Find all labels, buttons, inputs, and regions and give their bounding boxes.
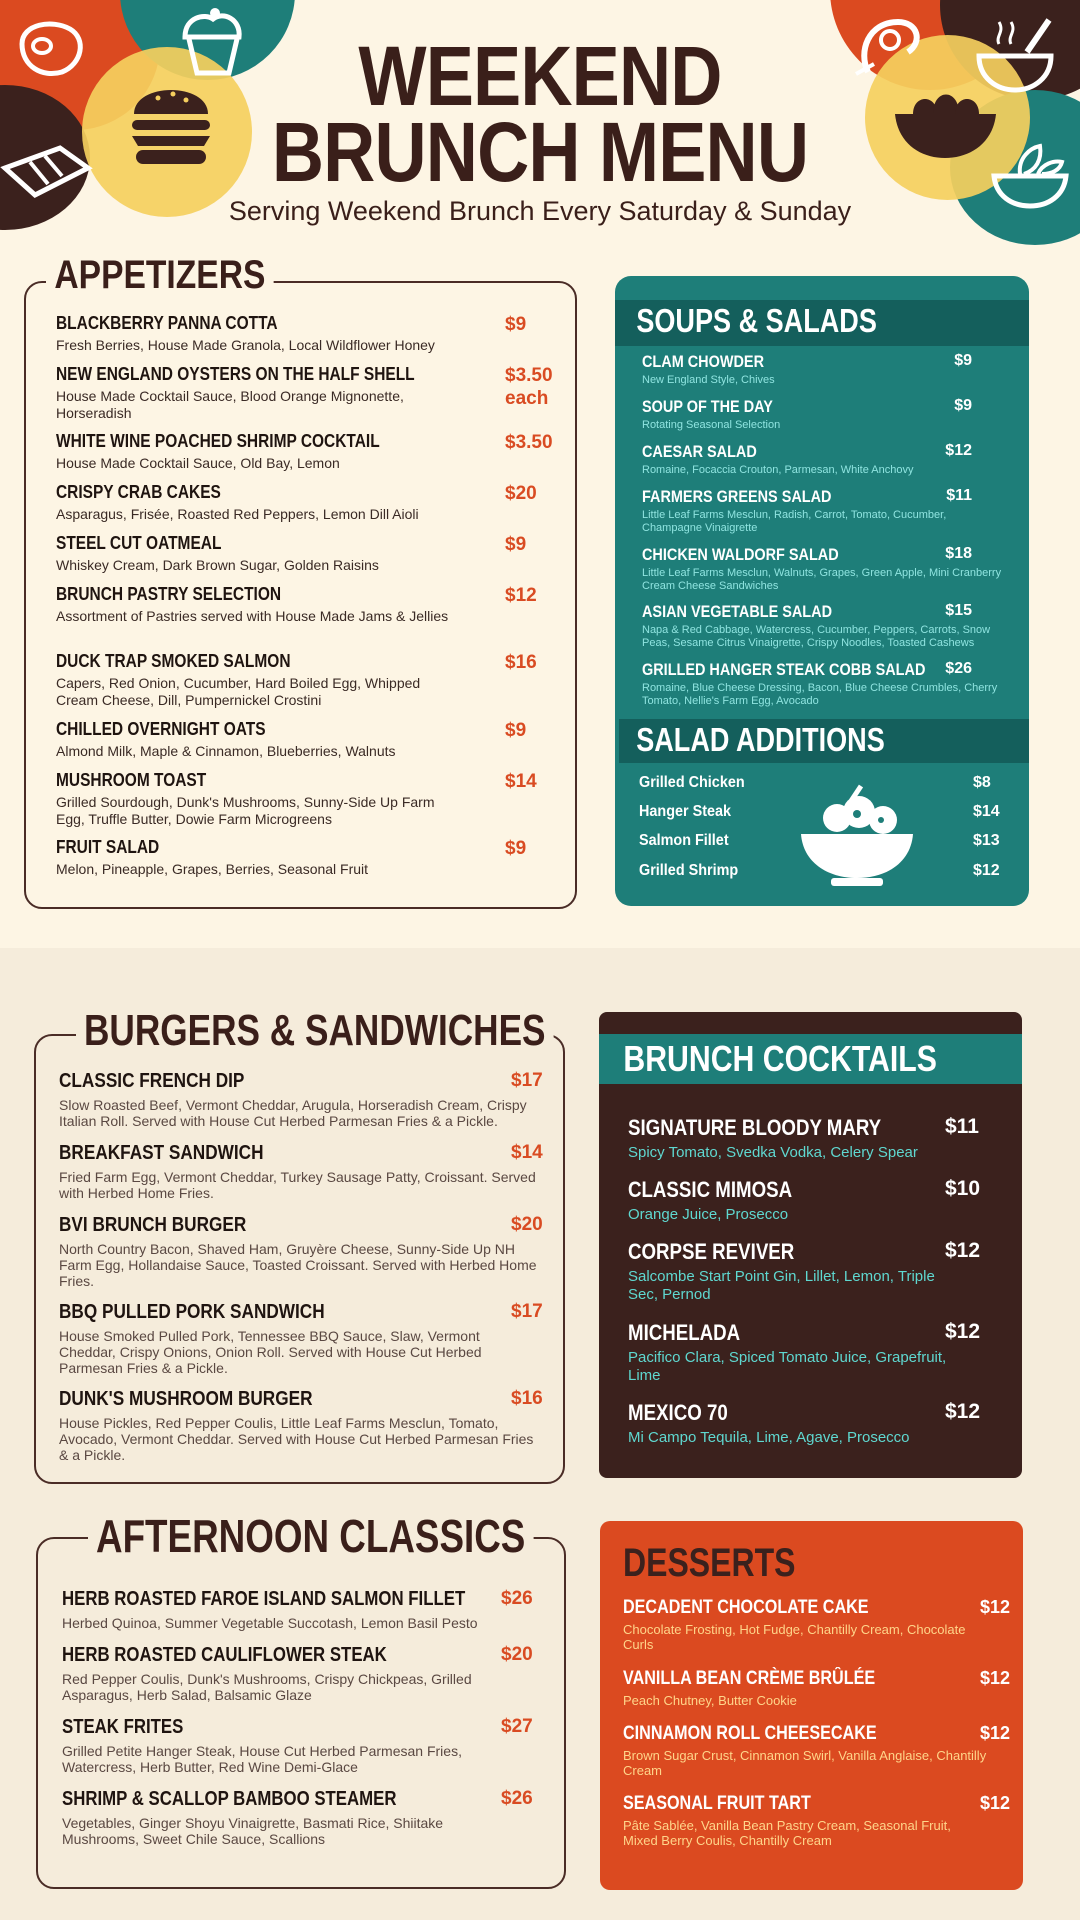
item-description: Little Leaf Farms Mesclun, Walnuts, Grapes, Green Apple, Mini Cranberry Cream Cheese Sandwiches bbox=[642, 567, 1002, 592]
item-name: DECADENT CHOCOLATE CAKE bbox=[623, 1597, 869, 1618]
menu-item bbox=[642, 660, 1012, 708]
menu-item bbox=[642, 545, 1012, 593]
classics-section bbox=[36, 1510, 566, 1889]
item-name: FRUIT SALAD bbox=[56, 837, 160, 857]
item-price: $14 bbox=[511, 1142, 543, 1163]
menu-item bbox=[628, 1177, 998, 1224]
item-description: Spicy Tomato, Svedka Vodka, Celery Spear bbox=[628, 1144, 918, 1161]
item-price: $12 bbox=[980, 1668, 1011, 1688]
item-name: VANILLA BEAN CRÈME BRÛLÉE bbox=[623, 1668, 876, 1689]
item-price: $26 bbox=[501, 1588, 533, 1609]
price-value: $9 bbox=[505, 720, 527, 741]
item-description: House Smoked Pulled Pork, Tennessee BBQ Sauce, Slaw, Vermont Cheddar, Crispy Onions, Onion Roll. Served with House Cut Herbed Parmesan Fries & a Pickle. bbox=[59, 1328, 482, 1376]
menu-item bbox=[628, 1115, 998, 1162]
menu-item bbox=[623, 1723, 1011, 1778]
item-description: Slow Roasted Beef, Vermont Cheddar, Arugula, Horseradish Cream, Crispy Italian Roll. Served with House Cut Herbed Parmesan Fries & a Pickle. bbox=[59, 1097, 527, 1129]
item-price bbox=[505, 651, 537, 674]
item-name: MUSHROOM TOAST bbox=[56, 770, 207, 790]
item-price: $10 bbox=[945, 1177, 981, 1200]
item-name: CLASSIC FRENCH DIP bbox=[59, 1070, 245, 1092]
addition-price: $13 bbox=[973, 832, 1000, 849]
item-description: Capers, Red Onion, Cucumber, Hard Boiled Egg, Whipped Cream Cheese, Dill, Pumpernickel Crostini bbox=[56, 675, 421, 708]
item-price bbox=[505, 719, 526, 742]
item-description: Fresh Berries, House Made Granola, Local Wildflower Honey bbox=[56, 337, 435, 353]
item-name: ASIAN VEGETABLE SALAD bbox=[642, 602, 833, 621]
item-price: $9 bbox=[954, 397, 972, 414]
title-line-1: WEEKEND bbox=[358, 29, 722, 123]
item-price bbox=[505, 431, 553, 454]
price-value: $9 bbox=[505, 838, 527, 859]
item-price: $12 bbox=[945, 442, 972, 459]
item-name: WHITE WINE POACHED SHRIMP COCKTAIL bbox=[56, 431, 380, 451]
item-price: $12 bbox=[945, 1320, 981, 1343]
burgers-section bbox=[34, 1006, 565, 1484]
item-name: CAESAR SALAD bbox=[642, 442, 757, 461]
title-line-2: BRUNCH MENU bbox=[271, 105, 809, 199]
item-name: CLASSIC MIMOSA bbox=[628, 1177, 793, 1202]
item-price bbox=[505, 313, 526, 336]
menu-item bbox=[56, 837, 466, 878]
item-price bbox=[505, 770, 537, 793]
menu-item bbox=[628, 1400, 998, 1447]
item-name: MICHELADA bbox=[628, 1320, 741, 1345]
item-description: Almond Milk, Maple & Cinnamon, Blueberries, Walnuts bbox=[56, 743, 396, 759]
soups-salads-header bbox=[615, 300, 1029, 346]
item-description: Red Pepper Coulis, Dunk's Mushrooms, Crispy Chickpeas, Grilled Asparagus, Herb Salad, Balsamic Glaze bbox=[62, 1671, 472, 1703]
cocktails-header bbox=[599, 1034, 1022, 1084]
item-description: House Pickles, Red Pepper Coulis, Little Leaf Farms Mesclun, Tomato, Avocado, Vermont Cheddar. Served with House Cut Herbed Parmesan Fries & a Pickle. bbox=[59, 1415, 534, 1463]
price-value: $3.50 bbox=[505, 365, 553, 386]
appetizers-title: APPETIZERS bbox=[46, 253, 274, 298]
item-name: SOUP OF THE DAY bbox=[642, 397, 773, 416]
item-name: DUNK'S MUSHROOM BURGER bbox=[59, 1388, 313, 1410]
menu-item bbox=[59, 1214, 539, 1289]
desserts-section bbox=[600, 1521, 1023, 1890]
item-name: NEW ENGLAND OYSTERS ON THE HALF SHELL bbox=[56, 364, 415, 384]
item-price bbox=[505, 837, 526, 860]
item-name: HERB ROASTED CAULIFLOWER STEAK bbox=[62, 1644, 387, 1666]
price-value: $9 bbox=[505, 534, 527, 555]
salad-additions-header bbox=[619, 719, 1029, 763]
menu-item bbox=[642, 602, 1012, 650]
menu-item bbox=[642, 397, 1012, 432]
item-description: Asparagus, Frisée, Roasted Red Peppers, Lemon Dill Aioli bbox=[56, 506, 419, 522]
item-price: $18 bbox=[945, 545, 972, 562]
menu-item bbox=[623, 1793, 1011, 1848]
item-name: MEXICO 70 bbox=[628, 1400, 728, 1425]
item-name: HERB ROASTED FAROE ISLAND SALMON FILLET bbox=[62, 1588, 466, 1610]
item-price: $27 bbox=[501, 1716, 533, 1737]
price-value: $16 bbox=[505, 652, 537, 673]
item-price bbox=[505, 482, 537, 505]
item-description: House Made Cocktail Sauce, Blood Orange Mignonette, Horseradish bbox=[56, 388, 404, 421]
menu-item bbox=[59, 1301, 539, 1376]
item-description: Rotating Seasonal Selection bbox=[642, 419, 781, 431]
item-price: $17 bbox=[511, 1070, 543, 1091]
cocktails-title: BRUNCH COCKTAILS bbox=[623, 1038, 937, 1079]
item-description: Vegetables, Ginger Shoyu Vinaigrette, Basmati Rice, Shiitake Mushrooms, Sweet Chile Sauce, Scallions bbox=[62, 1815, 444, 1847]
item-description: Brown Sugar Crust, Cinnamon Swirl, Vanilla Anglaise, Chantilly Cream bbox=[623, 1748, 987, 1778]
item-price: $20 bbox=[511, 1214, 543, 1235]
appetizers-section bbox=[24, 253, 577, 909]
item-price: $26 bbox=[501, 1788, 533, 1809]
item-price: $12 bbox=[980, 1723, 1011, 1743]
item-description: Peach Chutney, Butter Cookie bbox=[623, 1693, 797, 1708]
item-price: $12 bbox=[945, 1400, 981, 1423]
item-price bbox=[505, 584, 537, 607]
cocktails-section bbox=[599, 1012, 1022, 1478]
item-name: CRISPY CRAB CAKES bbox=[56, 482, 221, 502]
item-description: Romaine, Blue Cheese Dressing, Bacon, Blue Cheese Crumbles, Cherry Tomato, Nellie's Farm Egg, Avocado bbox=[642, 682, 998, 707]
item-description: New England Style, Chives bbox=[642, 374, 775, 386]
item-name: BRUNCH PASTRY SELECTION bbox=[56, 584, 282, 604]
item-description: Chocolate Frosting, Hot Fudge, Chantilly Cream, Chocolate Curls bbox=[623, 1622, 966, 1652]
item-description: Little Leaf Farms Mesclun, Radish, Carrot, Tomato, Cucumber, Champagne Vinaigrette bbox=[642, 509, 947, 534]
menu-item bbox=[62, 1716, 522, 1775]
menu-item bbox=[56, 770, 466, 828]
item-name: SEASONAL FRUIT TART bbox=[623, 1793, 811, 1814]
soups-salads-section bbox=[615, 276, 1029, 906]
price-value: $20 bbox=[505, 483, 537, 504]
classics-title: AFTERNOON CLASSICS bbox=[88, 1509, 533, 1563]
addition-name: Salmon Fillet bbox=[639, 832, 729, 849]
menu-item bbox=[628, 1320, 998, 1385]
item-description: Mi Campo Tequila, Lime, Agave, Prosecco bbox=[628, 1429, 910, 1446]
burgers-title: BURGERS & SANDWICHES bbox=[76, 1006, 554, 1056]
item-price: $11 bbox=[945, 1115, 979, 1138]
menu-item bbox=[59, 1388, 539, 1463]
item-name: GRILLED HANGER STEAK COBB SALAD bbox=[642, 660, 926, 679]
menu-item bbox=[56, 364, 466, 422]
item-description: Assortment of Pastries served with House Made Jams & Jellies bbox=[56, 608, 449, 624]
item-name: BVI BRUNCH BURGER bbox=[59, 1214, 247, 1236]
menu-item bbox=[642, 442, 1012, 477]
item-name: CHICKEN WALDORF SALAD bbox=[642, 545, 839, 564]
menu-item bbox=[56, 313, 466, 354]
item-name: SIGNATURE BLOODY MARY bbox=[628, 1115, 882, 1140]
menu-item bbox=[56, 651, 466, 709]
menu-item bbox=[56, 431, 466, 472]
menu-item bbox=[62, 1588, 522, 1631]
item-name: CINNAMON ROLL CHEESECAKE bbox=[623, 1723, 877, 1744]
addition-name: Grilled Shrimp bbox=[639, 862, 739, 879]
item-description: Fried Farm Egg, Vermont Cheddar, Turkey Sausage Patty, Croissant. Served with Herbed Home Fries. bbox=[59, 1169, 536, 1201]
item-price: $26 bbox=[945, 660, 972, 677]
menu-item bbox=[56, 482, 466, 523]
page-subtitle: Serving Weekend Brunch Every Saturday & Sunday bbox=[228, 196, 852, 226]
item-description: Romaine, Focaccia Crouton, Parmesan, White Anchovy bbox=[642, 464, 914, 476]
soups-salads-title: SOUPS & SALADS bbox=[636, 302, 877, 339]
menu-item bbox=[56, 719, 466, 760]
item-price: $17 bbox=[511, 1301, 543, 1322]
item-price: $15 bbox=[945, 602, 972, 619]
item-description: Grilled Sourdough, Dunk's Mushrooms, Sunny-Side Up Farm Egg, Truffle Butter, Dowie Farm Microgreens bbox=[56, 794, 435, 827]
item-name: BBQ PULLED PORK SANDWICH bbox=[59, 1301, 325, 1323]
item-description: Pâte Sablée, Vanilla Bean Pastry Cream, Seasonal Fruit, Mixed Berry Coulis, Chantilly Cream bbox=[623, 1818, 951, 1848]
salad-additions-title: SALAD ADDITIONS bbox=[636, 721, 885, 758]
item-name: FARMERS GREENS SALAD bbox=[642, 487, 832, 506]
item-name: BREAKFAST SANDWICH bbox=[59, 1142, 264, 1164]
price-value: $14 bbox=[505, 771, 537, 792]
item-name: CHILLED OVERNIGHT OATS bbox=[56, 719, 266, 739]
item-name: CORPSE REVIVER bbox=[628, 1239, 795, 1264]
item-price bbox=[505, 364, 553, 410]
menu-item bbox=[642, 352, 1012, 387]
addition-name: Hanger Steak bbox=[639, 803, 732, 820]
item-price bbox=[505, 533, 526, 556]
item-name: STEAK FRITES bbox=[62, 1716, 184, 1738]
menu-item bbox=[62, 1788, 522, 1847]
addition-price: $12 bbox=[973, 862, 1000, 879]
item-description: Napa & Red Cabbage, Watercress, Cucumber, Peppers, Carrots, Snow Peas, Sesame Citrus Vinaigrette, Crispy Noodles, Toasted Cashews bbox=[642, 624, 991, 649]
price-unit: each bbox=[505, 388, 549, 409]
item-description: Melon, Pineapple, Grapes, Berries, Seasonal Fruit bbox=[56, 861, 369, 877]
price-value: $12 bbox=[505, 585, 537, 606]
menu-item bbox=[59, 1142, 539, 1201]
addition-name: Grilled Chicken bbox=[639, 774, 745, 791]
item-price: $12 bbox=[980, 1793, 1011, 1813]
vegetable-bowl-icon bbox=[797, 782, 917, 888]
item-price: $16 bbox=[511, 1388, 543, 1409]
addition-price: $14 bbox=[973, 803, 1000, 820]
menu-item bbox=[56, 533, 466, 574]
item-description: North Country Bacon, Shaved Ham, Gruyère Cheese, Sunny-Side Up NH Farm Egg, Hollandaise Sauce, Toasted Croissant. Served with Herbed Home Fries. bbox=[59, 1241, 537, 1289]
item-price: $20 bbox=[501, 1644, 533, 1665]
item-description: Salcombe Start Point Gin, Lillet, Lemon, Triple Sec, Pernod bbox=[628, 1268, 935, 1303]
menu-header bbox=[0, 0, 1080, 245]
item-name: SHRIMP & SCALLOP BAMBOO STEAMER bbox=[62, 1788, 397, 1810]
price-value: $9 bbox=[505, 314, 527, 335]
item-price: $12 bbox=[945, 1239, 981, 1262]
menu-item bbox=[56, 584, 466, 625]
item-price: $9 bbox=[954, 352, 972, 369]
menu-item bbox=[623, 1597, 1011, 1652]
price-value: $3.50 bbox=[505, 432, 553, 453]
menu-item bbox=[59, 1070, 539, 1129]
item-price: $11 bbox=[946, 487, 972, 504]
item-price: $12 bbox=[980, 1597, 1011, 1617]
item-description: Grilled Petite Hanger Steak, House Cut Herbed Parmesan Fries, Watercress, Herb Butter, Red Wine Demi-Glace bbox=[62, 1743, 462, 1775]
menu-item bbox=[628, 1239, 998, 1304]
item-name: CLAM CHOWDER bbox=[642, 352, 765, 371]
addition-price: $8 bbox=[973, 774, 991, 791]
item-name: BLACKBERRY PANNA COTTA bbox=[56, 313, 278, 333]
item-name: DUCK TRAP SMOKED SALMON bbox=[56, 651, 291, 671]
desserts-title: DESSERTS bbox=[623, 1541, 796, 1585]
item-description: House Made Cocktail Sauce, Old Bay, Lemon bbox=[56, 455, 340, 471]
page-title bbox=[0, 29, 1080, 199]
item-name: STEEL CUT OATMEAL bbox=[56, 533, 222, 553]
item-description: Whiskey Cream, Dark Brown Sugar, Golden Raisins bbox=[56, 557, 379, 573]
item-description: Orange Juice, Prosecco bbox=[628, 1206, 789, 1223]
item-description: Herbed Quinoa, Summer Vegetable Succotash, Lemon Basil Pesto bbox=[62, 1615, 478, 1631]
menu-item bbox=[62, 1644, 522, 1703]
menu-item bbox=[623, 1668, 1011, 1708]
menu-item bbox=[642, 487, 1012, 535]
item-description: Pacifico Clara, Spiced Tomato Juice, Grapefruit, Lime bbox=[628, 1349, 947, 1384]
